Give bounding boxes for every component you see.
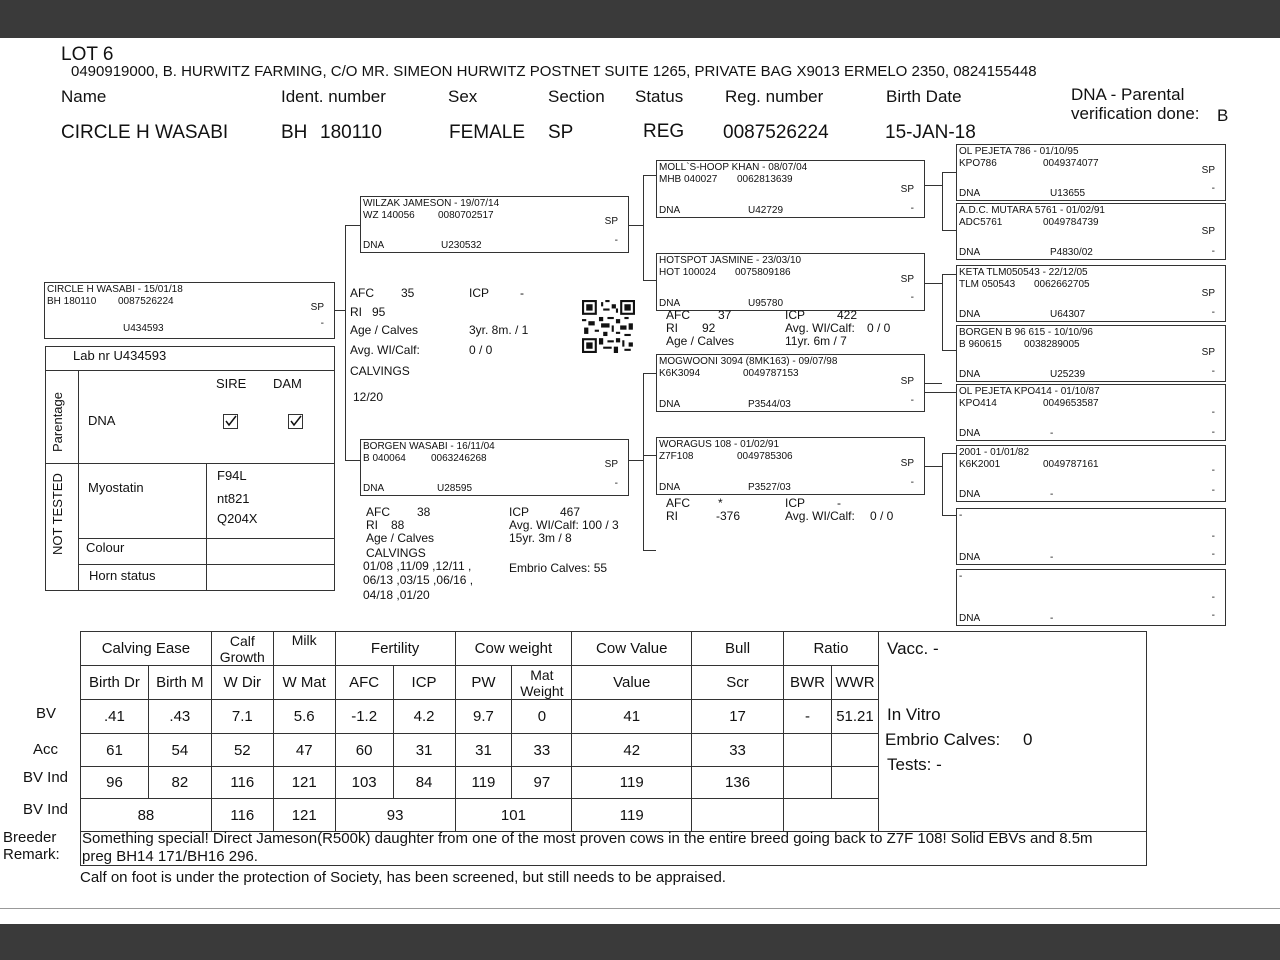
acc-mat-weight: 33 bbox=[512, 734, 572, 767]
dam-dam-pedigree-box bbox=[656, 437, 925, 495]
g6-section: - bbox=[1211, 465, 1215, 476]
acc-value: 42 bbox=[572, 734, 692, 767]
sub-birth-dr: Birth Dr bbox=[81, 666, 149, 700]
self-code: U434593 bbox=[123, 323, 164, 334]
bv-afc: -1.2 bbox=[335, 700, 393, 734]
g1-dna-label: DNA bbox=[959, 188, 981, 199]
group-ratio: Ratio bbox=[783, 632, 878, 666]
sd-id: HOT 100024 bbox=[659, 267, 717, 278]
g4-section: SP bbox=[1201, 347, 1215, 358]
dd-icp-label: ICP bbox=[785, 496, 806, 510]
group-calving-ease: Calving Ease bbox=[81, 632, 212, 666]
g5-dna-label: DNA bbox=[959, 428, 981, 439]
g1-number: 0049374077 bbox=[1043, 158, 1099, 169]
sub-value: Value bbox=[572, 666, 692, 700]
sire-id: WZ 140056 bbox=[363, 210, 415, 221]
sub-mat-weight: Mat Weight bbox=[512, 666, 572, 700]
self-id: BH 180110 bbox=[47, 296, 97, 307]
gg4-pedigree-box bbox=[956, 325, 1226, 382]
dam-dna-checkbox bbox=[288, 414, 303, 429]
sire-pedigree-box bbox=[360, 196, 629, 253]
g3-dash: - bbox=[1211, 307, 1215, 318]
sire-dash: - bbox=[614, 235, 618, 246]
g2-dna-value: P4830/02 bbox=[1050, 247, 1093, 258]
bv-birth-m: .43 bbox=[148, 700, 211, 734]
dd-icp: - bbox=[837, 496, 841, 510]
sd-avg-label: Avg. WI/Calf: bbox=[785, 321, 855, 335]
ind-wwr bbox=[831, 767, 878, 799]
self-ri: 95 bbox=[372, 305, 386, 319]
dam-dna-value: U28595 bbox=[437, 483, 473, 494]
table-row-acc bbox=[81, 734, 879, 767]
acc-birth-m: 54 bbox=[148, 734, 211, 767]
dd-avg-label: Avg. WI/Calf: bbox=[785, 509, 855, 523]
g3-id: TLM 050543 bbox=[959, 279, 1016, 290]
group-cow-weight: Cow weight bbox=[455, 632, 572, 666]
bv-bwr: - bbox=[783, 700, 831, 734]
bottom-bar bbox=[0, 924, 1280, 960]
sire-dna-checkbox bbox=[223, 414, 238, 429]
g3-dna-label: DNA bbox=[959, 309, 981, 320]
parentage-label: Parentage bbox=[50, 392, 65, 452]
bv-pw: 9.7 bbox=[455, 700, 512, 734]
acc-afc: 60 bbox=[335, 734, 393, 767]
g8-title: - bbox=[959, 571, 963, 582]
self-number: 0087526224 bbox=[118, 296, 174, 307]
label-reg: Reg. number bbox=[725, 87, 824, 106]
g5-dash: - bbox=[1211, 427, 1215, 438]
row-label-bv-ind: BV Ind bbox=[23, 769, 69, 786]
g7-dna-label: DNA bbox=[959, 552, 981, 563]
myostatin-q204x: Q204X bbox=[217, 511, 258, 526]
dam-calvings-line3: 04/18 ,01/20 bbox=[363, 588, 430, 602]
ind-value: 119 bbox=[572, 767, 692, 799]
dd-afc: * bbox=[718, 496, 723, 510]
dam-avg: 100 / 3 bbox=[582, 518, 619, 532]
g1-dash: - bbox=[1211, 183, 1215, 194]
self-age: 3yr. 8m. / 1 bbox=[469, 323, 529, 337]
sire-dna-label: DNA bbox=[363, 240, 385, 251]
gg3-pedigree-box bbox=[956, 265, 1226, 322]
g2-title: A.D.C. MUTARA 5761 - 01/02/91 bbox=[959, 205, 1105, 216]
g6-id: K6K2001 bbox=[959, 459, 1001, 470]
lot-number: LOT 6 bbox=[61, 44, 114, 65]
table-row-bv bbox=[81, 700, 879, 734]
lab-number: Lab nr U434593 bbox=[73, 348, 167, 363]
acc-w-dir: 52 bbox=[211, 734, 273, 767]
myostatin-nt821: nt821 bbox=[217, 491, 250, 506]
gg1-pedigree-box bbox=[956, 144, 1226, 201]
row-label-bv: BV bbox=[36, 705, 57, 722]
table-row-bv-ind-grouped bbox=[81, 799, 879, 832]
g8-dna-value: - bbox=[1050, 613, 1054, 624]
sub-birth-m: Birth M bbox=[148, 666, 211, 700]
animal-reg: 0087526224 bbox=[723, 122, 829, 143]
g5-dna-value: - bbox=[1050, 428, 1054, 439]
sd-afc: 37 bbox=[718, 308, 732, 322]
ds-section: SP bbox=[900, 376, 914, 387]
ss-dna-label: DNA bbox=[659, 205, 681, 216]
sd-age-label: Age / Calves bbox=[666, 334, 735, 348]
dam-age-label: Age / Calves bbox=[366, 531, 435, 545]
ind-bwr bbox=[783, 767, 831, 799]
dd-ri-label: RI bbox=[666, 509, 678, 523]
ind-birth-dr: 96 bbox=[81, 767, 149, 799]
remark-text-1: Something special! Direct Jameson(R500k) daughter from one of the most proven cows in the entire breed going back to Z7F 108! Solid EBVs and 8.5m bbox=[82, 830, 1093, 847]
sire-sire-pedigree-box bbox=[656, 160, 925, 218]
dam-dash: - bbox=[614, 478, 618, 489]
label-status: Status bbox=[635, 87, 684, 106]
dd-number: 0049785306 bbox=[737, 451, 793, 462]
bv-scr: 17 bbox=[692, 700, 784, 734]
ind2-calving-ease: 88 bbox=[81, 799, 212, 832]
ind2-fertility: 93 bbox=[335, 799, 455, 832]
ind-birth-m: 82 bbox=[148, 767, 211, 799]
ss-number: 0062813639 bbox=[737, 174, 793, 185]
g6-title: 2001 - 01/01/82 bbox=[959, 447, 1030, 458]
sub-afc: AFC bbox=[335, 666, 393, 700]
sd-title: HOTSPOT JASMINE - 23/03/10 bbox=[659, 255, 802, 266]
acc-bwr bbox=[783, 734, 831, 767]
sub-icp: ICP bbox=[393, 666, 455, 700]
g1-dna-value: U13655 bbox=[1050, 188, 1086, 199]
bv-value: 41 bbox=[572, 700, 692, 734]
gg7-pedigree-box bbox=[956, 508, 1226, 565]
label-verification: verification done: bbox=[1071, 104, 1200, 123]
ds-number: 0049787153 bbox=[743, 368, 799, 379]
row-label-acc: Acc bbox=[33, 741, 59, 758]
g7-dash: - bbox=[1211, 549, 1215, 560]
dam-age: 15yr. 3m / 8 bbox=[509, 531, 572, 545]
vacc-label: Vacc. - bbox=[887, 639, 939, 658]
ind-scr: 136 bbox=[692, 767, 784, 799]
gg2-pedigree-box bbox=[956, 203, 1226, 260]
sub-wwr: WWR bbox=[831, 666, 878, 700]
g4-id: B 960615 bbox=[959, 339, 1002, 350]
bv-w-mat: 5.6 bbox=[273, 700, 335, 734]
dd-dna-value: P3527/03 bbox=[748, 482, 791, 493]
group-fertility: Fertility bbox=[335, 632, 455, 666]
self-section: SP bbox=[310, 302, 324, 313]
g2-dash: - bbox=[1211, 246, 1215, 257]
dd-dna-label: DNA bbox=[659, 482, 681, 493]
g3-number: 0062662705 bbox=[1034, 279, 1090, 290]
g2-id: ADC5761 bbox=[959, 217, 1003, 228]
label-ident: Ident. number bbox=[281, 87, 386, 106]
dam-number: 0063246268 bbox=[431, 453, 487, 464]
sub-bwr: BWR bbox=[783, 666, 831, 700]
g7-title: - bbox=[959, 510, 963, 521]
sire-section: SP bbox=[604, 216, 618, 227]
self-avg-label: Avg. WI/Calf: bbox=[350, 343, 420, 357]
dam-section: SP bbox=[604, 459, 618, 470]
g2-dna-label: DNA bbox=[959, 247, 981, 258]
self-icp-label: ICP bbox=[469, 286, 490, 300]
myostatin-label: Myostatin bbox=[88, 480, 144, 495]
g1-section: SP bbox=[1201, 165, 1215, 176]
dd-title: WORAGUS 108 - 01/02/91 bbox=[659, 439, 780, 450]
self-dash: - bbox=[320, 318, 324, 329]
ss-id: MHB 040027 bbox=[659, 174, 718, 185]
dam-pedigree-box bbox=[360, 439, 629, 496]
dam-sire-pedigree-box bbox=[656, 354, 925, 412]
remark-label-2: Remark: bbox=[3, 846, 60, 863]
ds-title: MOGWOONI 3094 (8MK163) - 09/07/98 bbox=[659, 356, 838, 367]
ds-dna-value: P3544/03 bbox=[748, 399, 791, 410]
g5-title: OL PEJETA KPO414 - 01/10/87 bbox=[959, 386, 1100, 397]
self-afc: 35 bbox=[401, 286, 415, 300]
g6-number: 0049787161 bbox=[1043, 459, 1099, 470]
g7-dna-value: - bbox=[1050, 552, 1054, 563]
dd-section: SP bbox=[900, 458, 914, 469]
acc-icp: 31 bbox=[393, 734, 455, 767]
sd-number: 0075809186 bbox=[735, 267, 791, 278]
animal-status: REG bbox=[643, 121, 685, 142]
self-afc-label: AFC bbox=[350, 286, 374, 300]
self-title: CIRCLE H WASABI - 15/01/18 bbox=[47, 284, 183, 295]
sd-dna-value: U95780 bbox=[748, 298, 784, 309]
sd-dna-label: DNA bbox=[659, 298, 681, 309]
animal-sex: FEMALE bbox=[449, 122, 526, 143]
colour-label: Colour bbox=[86, 540, 125, 555]
ind2-milk: 121 bbox=[273, 799, 335, 832]
group-milk: Milk bbox=[273, 632, 335, 666]
sd-ri: 92 bbox=[702, 321, 716, 335]
bv-icp: 4.2 bbox=[393, 700, 455, 734]
dam-icp: 467 bbox=[560, 505, 581, 519]
g4-title: BORGEN B 96 615 - 10/10/96 bbox=[959, 327, 1093, 338]
g3-title: KETA TLM050543 - 22/12/05 bbox=[959, 267, 1088, 278]
dam-title: BORGEN WASABI - 16/11/04 bbox=[363, 441, 495, 452]
self-avg: 0 / 0 bbox=[469, 343, 493, 357]
lab-dna-label: DNA bbox=[88, 413, 116, 428]
sire-title: WILZAK JAMESON - 19/07/14 bbox=[363, 198, 500, 209]
gg5-pedigree-box bbox=[956, 384, 1226, 441]
animal-section: SP bbox=[548, 122, 574, 143]
sd-ri-label: RI bbox=[666, 321, 678, 335]
bv-mat-weight: 0 bbox=[512, 700, 572, 734]
acc-wwr bbox=[831, 734, 878, 767]
myostatin-f94l: F94L bbox=[217, 468, 247, 483]
dam-calvings-line1: 01/08 ,11/09 ,12/11 , bbox=[363, 559, 472, 573]
g6-dash: - bbox=[1211, 485, 1215, 496]
self-pedigree-box bbox=[44, 282, 335, 339]
g5-section: - bbox=[1211, 407, 1215, 418]
animal-birth: 15-JAN-18 bbox=[885, 122, 976, 143]
dd-ri: -376 bbox=[716, 509, 741, 523]
g4-number: 0038289005 bbox=[1024, 339, 1080, 350]
ss-dna-value: U42729 bbox=[748, 205, 784, 216]
ind2-calf-growth: 116 bbox=[211, 799, 273, 832]
g4-dna-label: DNA bbox=[959, 369, 981, 380]
ss-section: SP bbox=[900, 184, 914, 195]
lab-dam-header: DAM bbox=[273, 376, 302, 391]
g6-dna-label: DNA bbox=[959, 489, 981, 500]
gg6-pedigree-box bbox=[956, 445, 1226, 502]
sub-pw: PW bbox=[455, 666, 512, 700]
ds-dna-label: DNA bbox=[659, 399, 681, 410]
dam-calvings-label: CALVINGS bbox=[366, 546, 426, 560]
animal-ident-no: 180110 bbox=[320, 122, 382, 143]
remark-label-1: Breeder bbox=[3, 829, 57, 846]
g3-dna-value: U64307 bbox=[1050, 309, 1086, 320]
embrio-calves-label: Embrio Calves: bbox=[885, 730, 1001, 749]
group-cow-value: Cow Value bbox=[572, 632, 692, 666]
g8-dash: - bbox=[1211, 610, 1215, 621]
self-ri-label: RI bbox=[350, 305, 362, 319]
ds-id: K6K3094 bbox=[659, 368, 701, 379]
ds-dash: - bbox=[910, 395, 914, 406]
owner-line: 0490919000, B. HURWITZ FARMING, C/O MR. SIMEON HURWITZ POSTNET SUITE 1265, PRIVATE BAG X9013 ERMELO 2350, 0824155448 bbox=[71, 63, 1037, 80]
g3-section: SP bbox=[1201, 288, 1215, 299]
sd-age: 11yr. 6m / 7 bbox=[785, 334, 847, 348]
label-dna-parental: DNA - Parental bbox=[1071, 85, 1185, 104]
footer-note: Calf on foot is under the protection of Society, has been screened, but still needs to be appraised. bbox=[80, 869, 726, 886]
g2-section: SP bbox=[1201, 226, 1215, 237]
acc-pw: 31 bbox=[455, 734, 512, 767]
dam-ri-label: RI bbox=[366, 518, 378, 532]
verification-value: B bbox=[1217, 106, 1229, 125]
table-row-bv-ind bbox=[81, 767, 879, 799]
ind2-ratio bbox=[783, 799, 878, 832]
sub-scr: Scr bbox=[692, 666, 784, 700]
dam-calvings-line2: 06/13 ,03/15 ,06/16 , bbox=[363, 573, 474, 587]
acc-w-mat: 47 bbox=[273, 734, 335, 767]
g4-dash: - bbox=[1211, 366, 1215, 377]
self-age-label: Age / Calves bbox=[350, 323, 419, 337]
bv-birth-dr: .41 bbox=[81, 700, 149, 734]
label-section: Section bbox=[548, 87, 605, 106]
g8-dna-label: DNA bbox=[959, 613, 981, 624]
self-calvings-label: CALVINGS bbox=[350, 364, 410, 378]
g8-section: - bbox=[1211, 592, 1215, 603]
dam-id: B 040064 bbox=[363, 453, 406, 464]
animal-ident-prefix: BH bbox=[281, 122, 308, 143]
label-birth: Birth Date bbox=[886, 87, 962, 106]
self-icp: - bbox=[520, 286, 524, 300]
embrio-calves-value: 0 bbox=[1023, 730, 1033, 749]
dam-avg-label: Avg. WI/Calf: bbox=[509, 518, 579, 532]
sd-icp-label: ICP bbox=[785, 308, 806, 322]
ind-w-mat: 121 bbox=[273, 767, 335, 799]
group-bull: Bull bbox=[692, 632, 784, 666]
ind2-cow-weight: 101 bbox=[455, 799, 572, 832]
animal-name: CIRCLE H WASABI bbox=[61, 122, 229, 143]
in-vitro-label: In Vitro bbox=[887, 705, 941, 724]
g7-section: - bbox=[1211, 531, 1215, 542]
g5-number: 0049653587 bbox=[1043, 398, 1099, 409]
dd-avg: 0 / 0 bbox=[870, 509, 894, 523]
label-name: Name bbox=[61, 87, 107, 106]
g5-id: KPO414 bbox=[959, 398, 997, 409]
ss-title: MOLL`S-HOOP KHAN - 08/07/04 bbox=[659, 162, 808, 173]
g4-dna-value: U25239 bbox=[1050, 369, 1086, 380]
label-sex: Sex bbox=[448, 87, 478, 106]
ind-afc: 103 bbox=[335, 767, 393, 799]
ind-w-dir: 116 bbox=[211, 767, 273, 799]
g1-id: KPO786 bbox=[959, 158, 997, 169]
acc-birth-dr: 61 bbox=[81, 734, 149, 767]
horn-status-label: Horn status bbox=[89, 568, 156, 583]
dam-afc-label: AFC bbox=[366, 505, 390, 519]
row-label-bv-ind-2: BV Ind bbox=[23, 801, 69, 818]
sd-section: SP bbox=[900, 274, 914, 285]
dam-embrio-calves: Embrio Calves: 55 bbox=[509, 561, 608, 575]
acc-scr: 33 bbox=[692, 734, 784, 767]
remark-text-2: preg BH14 171/BH16 296. bbox=[82, 848, 258, 865]
g6-dna-value: - bbox=[1050, 489, 1054, 500]
dam-dna-label: DNA bbox=[363, 483, 385, 494]
lab-sire-header: SIRE bbox=[216, 376, 247, 391]
bv-wwr: 51.21 bbox=[831, 700, 878, 734]
top-bar bbox=[0, 0, 1280, 38]
dd-id: Z7F108 bbox=[659, 451, 694, 462]
ind-icp: 84 bbox=[393, 767, 455, 799]
ind-mat-weight: 97 bbox=[512, 767, 572, 799]
sd-avg: 0 / 0 bbox=[867, 321, 891, 335]
ind-pw: 119 bbox=[455, 767, 512, 799]
breeding-values-table bbox=[80, 631, 879, 832]
g2-number: 0049784739 bbox=[1043, 217, 1099, 228]
bv-w-dir: 7.1 bbox=[211, 700, 273, 734]
ss-dash: - bbox=[910, 203, 914, 214]
ind2-bull bbox=[692, 799, 784, 832]
g1-title: OL PEJETA 786 - 01/10/95 bbox=[959, 146, 1079, 157]
gg8-pedigree-box bbox=[956, 569, 1226, 626]
dd-afc-label: AFC bbox=[666, 496, 690, 510]
not-tested-label: NOT TESTED bbox=[50, 473, 65, 555]
self-calvings: 12/20 bbox=[353, 390, 384, 404]
qr-code-icon bbox=[582, 300, 635, 353]
dd-dash: - bbox=[910, 477, 914, 488]
sire-number: 0080702517 bbox=[438, 210, 494, 221]
sub-w-dir: W Dir bbox=[211, 666, 273, 700]
sire-dna-value: U230532 bbox=[441, 240, 482, 251]
ind2-cow-value: 119 bbox=[572, 799, 692, 832]
tests-label: Tests: - bbox=[887, 755, 942, 774]
group-calf-growth: Calf Growth bbox=[211, 632, 273, 666]
dam-afc: 38 bbox=[417, 505, 431, 519]
dam-icp-label: ICP bbox=[509, 505, 530, 519]
dam-ri: 88 bbox=[391, 518, 405, 532]
sd-dash: - bbox=[910, 292, 914, 303]
sire-dam-pedigree-box bbox=[656, 253, 925, 311]
bottom-divider bbox=[0, 908, 1280, 909]
sd-icp: 422 bbox=[837, 308, 858, 322]
sd-afc-label: AFC bbox=[666, 308, 690, 322]
sub-w-mat: W Mat bbox=[273, 666, 335, 700]
